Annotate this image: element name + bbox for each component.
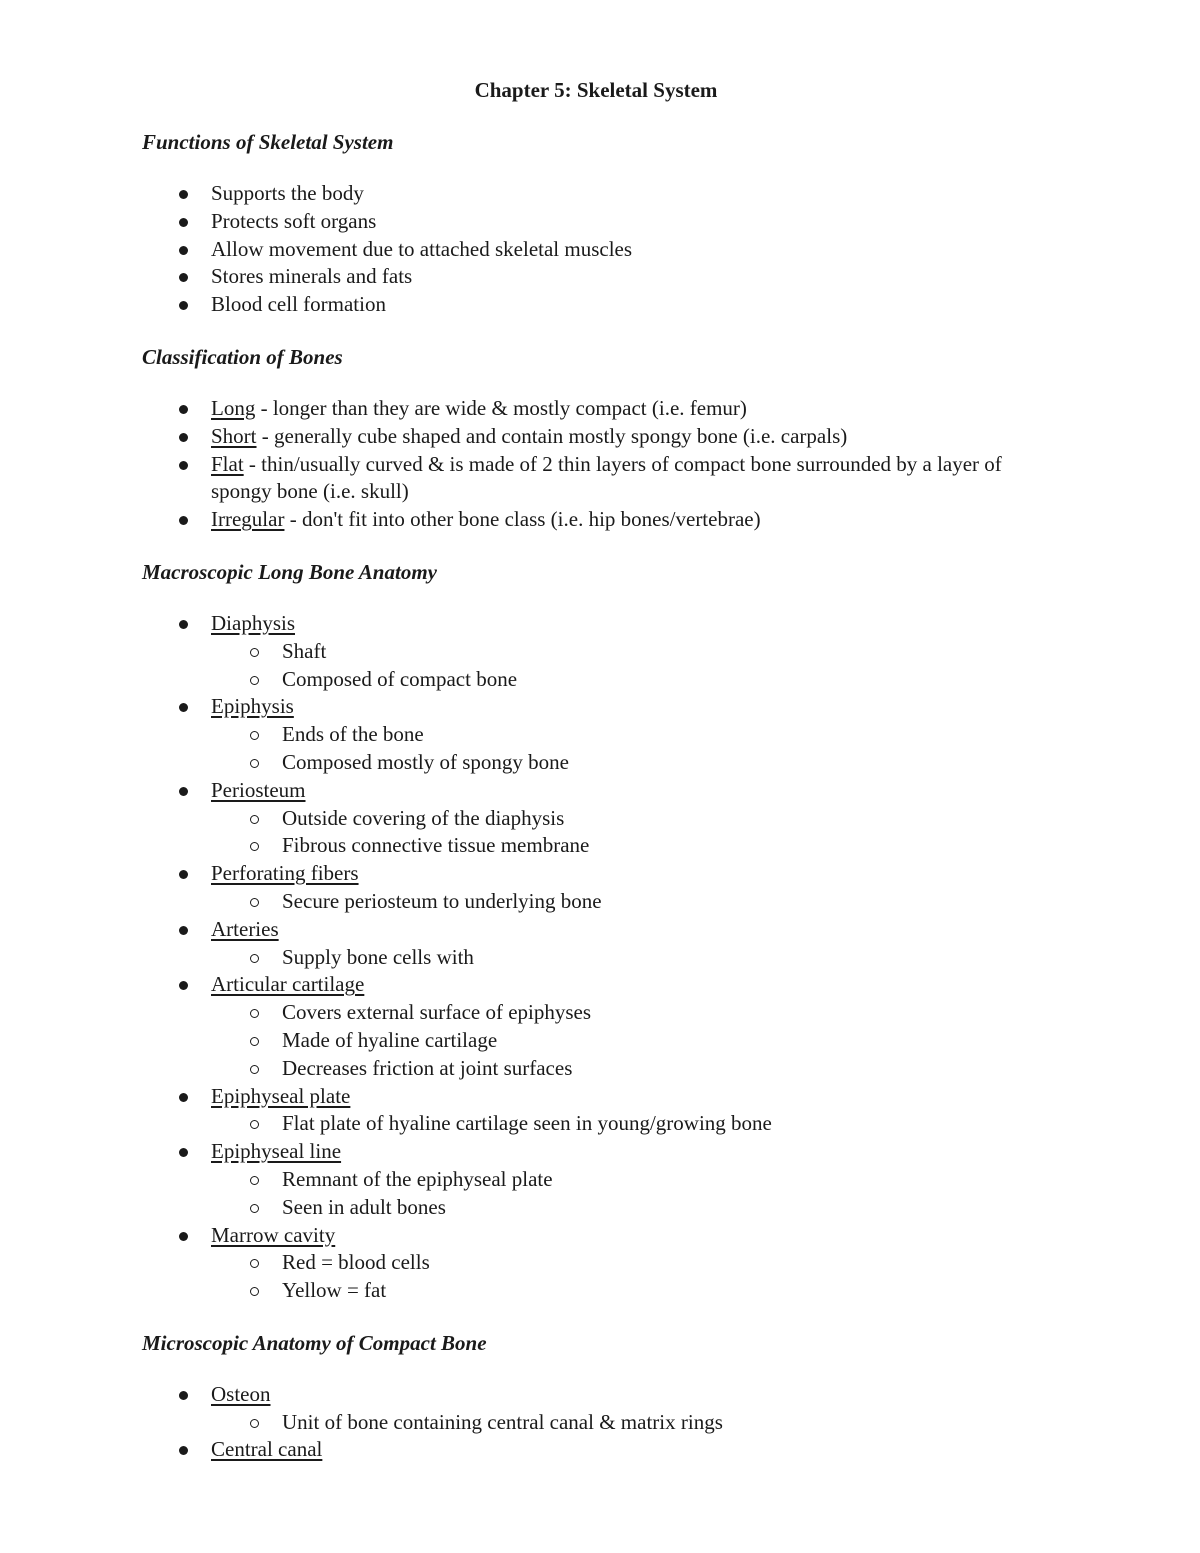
bullet-list	[142, 610, 1050, 1305]
sub-bullet-item: Made of hyaline cartilage	[211, 1027, 1050, 1055]
sub-bullet-list	[211, 638, 1050, 694]
bullet-text: Blood cell formation	[211, 292, 386, 317]
sub-bullet-item: Shaft	[211, 638, 1050, 666]
bullet-item	[142, 180, 1050, 208]
bullet-text: Allow movement due to attached skeletal muscles	[211, 236, 633, 261]
term-label: Epiphyseal line	[211, 1139, 342, 1164]
term-label: Short	[211, 423, 257, 448]
bullet-item	[142, 263, 1050, 291]
bullet-text: - generally cube shaped and contain mostly spongy bone (i.e. carpals)	[256, 423, 848, 448]
sub-bullet-item: Supply bone cells with	[211, 944, 1050, 972]
sub-bullet-list	[211, 888, 1050, 916]
sub-bullet-list	[211, 805, 1050, 861]
sub-bullet-item: Composed mostly of spongy bone	[211, 749, 1050, 777]
sub-bullet-item: Secure periosteum to underlying bone	[211, 888, 1050, 916]
bullet-item	[142, 971, 1050, 1082]
bullet-item	[142, 208, 1050, 236]
section-heading: Functions of Skeletal System	[142, 130, 394, 154]
sub-bullet-list	[211, 1110, 1050, 1138]
term-label: Epiphyseal plate	[211, 1083, 351, 1108]
bullet-item	[142, 916, 1050, 972]
section-heading: Classification of Bones	[142, 344, 343, 369]
bullet-list	[142, 180, 1050, 319]
bullet-item	[142, 860, 1050, 916]
section-heading: Microscopic Anatomy of Compact Bone	[142, 1330, 487, 1355]
sub-bullet-list	[211, 1249, 1050, 1305]
sub-bullet-item: Ends of the bone	[211, 721, 1050, 749]
sub-bullet-list	[211, 1166, 1050, 1222]
sub-bullet-item: Covers external surface of epiphyses	[211, 999, 1050, 1027]
bullet-item	[142, 610, 1050, 693]
bullet-list	[142, 1381, 1050, 1464]
bullet-text: - don't fit into other bone class (i.e. hip bones/vertebrae)	[284, 507, 761, 532]
sub-bullet-item: Unit of bone containing central canal & matrix rings	[211, 1409, 1050, 1437]
sub-bullet-item: Fibrous connective tissue membrane	[211, 832, 1050, 860]
bullet-text: Protects soft organs	[211, 208, 377, 233]
term-label: Osteon	[211, 1381, 271, 1406]
bullet-text: - thin/usually curved & is made of 2 thin layers of compact bone surrounded by a layer of spongy bone (i.e. skull)	[211, 451, 1002, 504]
term-label: Perforating fibers	[211, 861, 359, 886]
sub-bullet-list	[211, 944, 1050, 972]
term-label: Irregular	[211, 507, 285, 532]
sub-bullet-item: Flat plate of hyaline cartilage seen in young/growing bone	[211, 1110, 1050, 1138]
term-label: Diaphysis	[211, 610, 295, 635]
term-label: Marrow cavity	[211, 1222, 336, 1247]
bullet-item	[142, 777, 1050, 860]
sub-bullet-item: Yellow = fat	[211, 1277, 1050, 1305]
term-label: Articular cartilage	[211, 972, 365, 997]
term-label: Flat	[211, 451, 244, 476]
term-label: Epiphysis	[211, 694, 294, 719]
section-heading: Macroscopic Long Bone Anatomy	[142, 559, 437, 584]
sub-bullet-item: Red = blood cells	[211, 1249, 1050, 1277]
bullet-text: - longer than they are wide & mostly compact (i.e. femur)	[255, 395, 747, 420]
bullet-item	[142, 423, 1050, 451]
bullet-item	[142, 1436, 1050, 1464]
bullet-item	[142, 1138, 1050, 1221]
bullet-text: Supports the body	[211, 181, 364, 205]
sub-bullet-item: Decreases friction at joint surfaces	[211, 1055, 1050, 1083]
sub-bullet-item: Outside covering of the diaphysis	[211, 805, 1050, 833]
term-label: Arteries	[211, 916, 279, 941]
term-label: Periosteum	[211, 777, 306, 802]
sub-bullet-list	[211, 721, 1050, 777]
bullet-item	[142, 1381, 1050, 1437]
bullet-item	[142, 236, 1050, 264]
sub-bullet-item: Seen in adult bones	[211, 1194, 1050, 1222]
bullet-item	[142, 1222, 1050, 1305]
sub-bullet-item: Remnant of the epiphyseal plate	[211, 1166, 1050, 1194]
bullet-item	[142, 693, 1050, 776]
page-title: Chapter 5: Skeletal System	[474, 78, 718, 102]
bullet-item	[142, 451, 1050, 507]
sub-bullet-list	[211, 999, 1050, 1082]
term-label: Long	[211, 395, 256, 420]
term-label: Central canal	[211, 1437, 323, 1462]
bullet-item	[142, 1083, 1050, 1139]
bullet-list	[142, 395, 1050, 534]
bullet-item	[142, 506, 1050, 534]
sub-bullet-list	[211, 1409, 1050, 1437]
bullet-item	[142, 395, 1050, 423]
sections-container	[142, 128, 1050, 1464]
bullet-text: Stores minerals and fats	[211, 264, 413, 289]
sub-bullet-item: Composed of compact bone	[211, 666, 1050, 694]
bullet-item	[142, 291, 1050, 319]
